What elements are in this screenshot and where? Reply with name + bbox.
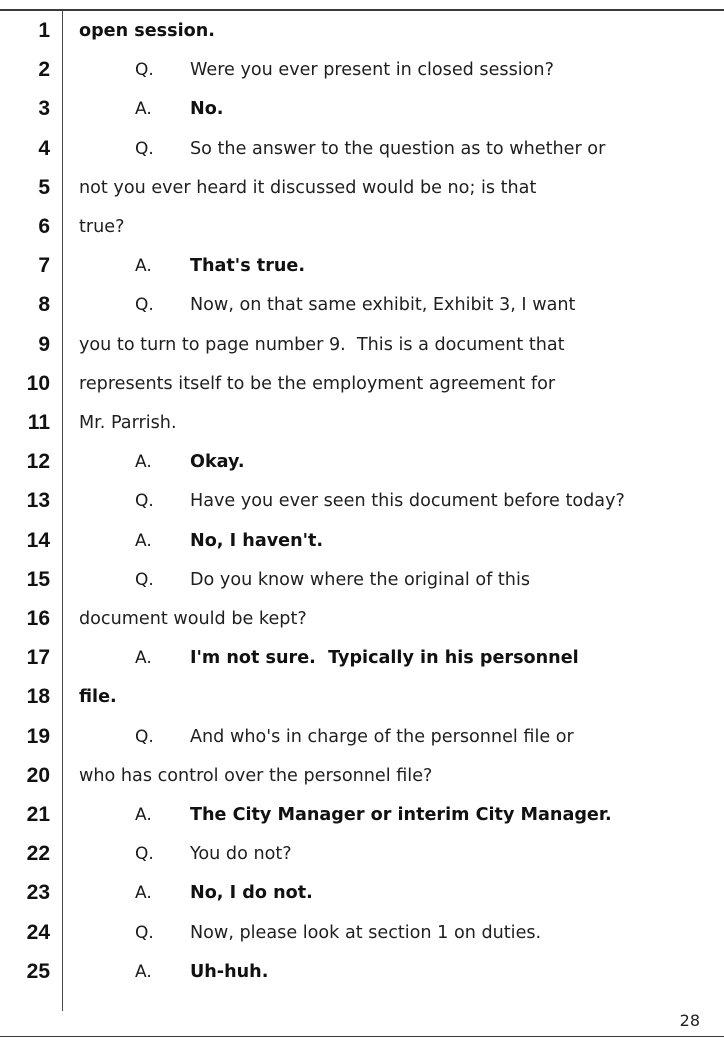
answer-marker: A. xyxy=(135,452,152,473)
question-marker: Q. xyxy=(135,491,154,512)
transcript-line xyxy=(0,486,724,516)
testimony-text: Do you know where the original of this xyxy=(190,569,531,590)
transcript-line xyxy=(0,212,724,242)
transcript-line xyxy=(0,94,724,124)
line-number: 15 xyxy=(26,567,50,591)
line-number: 11 xyxy=(27,411,50,434)
line-number: 16 xyxy=(26,607,50,630)
transcript-line xyxy=(0,761,724,791)
page-number: 28 xyxy=(679,1011,700,1030)
line-number: 20 xyxy=(26,763,50,787)
transcript-line xyxy=(0,134,724,164)
transcript-line xyxy=(0,643,724,673)
line-number: 3 xyxy=(38,97,50,121)
transcript-line xyxy=(0,839,724,869)
answer-text: I'm not sure. Typically in his personnel xyxy=(190,648,579,669)
answer-marker: A. xyxy=(135,961,152,982)
line-number: 1 xyxy=(38,19,50,42)
line-number: 5 xyxy=(38,175,50,199)
answer-marker: A. xyxy=(135,883,152,904)
testimony-text: Were you ever present in closed session? xyxy=(190,60,554,81)
testimony-text: not you ever heard it discussed would be no; is that xyxy=(79,177,537,198)
line-number: 19 xyxy=(26,724,50,748)
transcript-line xyxy=(0,957,724,987)
testimony-text: And who's in charge of the personnel file or xyxy=(190,726,574,747)
transcript-line xyxy=(0,447,724,477)
line-number: 14 xyxy=(26,528,50,552)
testimony-text: document would be kept? xyxy=(79,609,307,629)
answer-marker: A. xyxy=(135,530,152,551)
answer-text: That's true. xyxy=(190,256,306,277)
top-rule xyxy=(0,9,724,11)
testimony-text: Have you ever seen this document before today? xyxy=(190,491,625,512)
transcript-line xyxy=(0,173,724,203)
answer-marker: A. xyxy=(135,805,152,825)
line-number: 2 xyxy=(38,58,50,82)
testimony-text: you to turn to page number 9. This is a document that xyxy=(79,334,565,355)
line-number: 17 xyxy=(26,646,50,670)
testimony-text: represents itself to be the employment agreement for xyxy=(79,373,556,394)
testimony-text: You do not? xyxy=(190,844,292,865)
line-number: 7 xyxy=(38,254,50,278)
line-number: 25 xyxy=(26,959,50,983)
answer-text: open session. xyxy=(79,21,215,41)
line-number: 9 xyxy=(38,332,50,356)
line-number: 13 xyxy=(26,489,50,513)
line-number: 22 xyxy=(26,842,50,866)
line-number: 8 xyxy=(38,293,50,317)
answer-text: No, I haven't. xyxy=(190,530,324,551)
question-marker: Q. xyxy=(135,60,154,81)
answer-text: No. xyxy=(190,99,224,120)
line-number: 23 xyxy=(26,881,50,905)
transcript-line xyxy=(0,878,724,908)
question-marker: Q. xyxy=(135,844,154,865)
question-marker: Q. xyxy=(135,569,154,590)
testimony-text: Mr. Parrish. xyxy=(79,413,177,433)
transcript-line xyxy=(0,604,724,634)
answer-text: No, I do not. xyxy=(190,883,313,904)
testimony-text: who has control over the personnel file? xyxy=(79,765,433,786)
transcript-line xyxy=(0,369,724,399)
answer-marker: A. xyxy=(135,256,152,277)
question-marker: Q. xyxy=(135,922,154,943)
transcript-line xyxy=(0,16,724,46)
line-number: 18 xyxy=(26,685,50,709)
line-number: 10 xyxy=(26,371,50,395)
question-marker: Q. xyxy=(135,726,154,747)
answer-marker: A. xyxy=(135,99,152,120)
transcript-line xyxy=(0,526,724,556)
testimony-text: Now, please look at section 1 on duties. xyxy=(190,922,542,943)
answer-text: Okay. xyxy=(190,452,245,473)
transcript-line xyxy=(0,682,724,712)
line-number: 12 xyxy=(26,450,50,474)
line-number: 24 xyxy=(26,920,50,944)
transcript-line xyxy=(0,722,724,752)
transcript-line xyxy=(0,330,724,360)
testimony-text: Now, on that same exhibit, Exhibit 3, I want xyxy=(190,295,576,316)
question-marker: Q. xyxy=(135,295,154,316)
line-number: 4 xyxy=(38,136,50,160)
answer-text: Uh-huh. xyxy=(190,961,269,982)
transcript-line xyxy=(0,800,724,830)
testimony-text: So the answer to the question as to whether or xyxy=(190,138,606,159)
testimony-text: true? xyxy=(79,217,125,237)
transcript-line xyxy=(0,918,724,948)
transcript-line xyxy=(0,408,724,438)
transcript-line xyxy=(0,251,724,281)
answer-text: file. xyxy=(79,687,117,708)
answer-text: The City Manager or interim City Manager. xyxy=(190,805,612,825)
line-number: 21 xyxy=(26,803,50,826)
answer-marker: A. xyxy=(135,648,152,669)
transcript-line xyxy=(0,55,724,85)
transcript-line xyxy=(0,565,724,595)
bottom-rule xyxy=(0,1036,724,1037)
question-marker: Q. xyxy=(135,138,154,159)
line-number: 6 xyxy=(38,215,50,238)
transcript-line xyxy=(0,290,724,320)
